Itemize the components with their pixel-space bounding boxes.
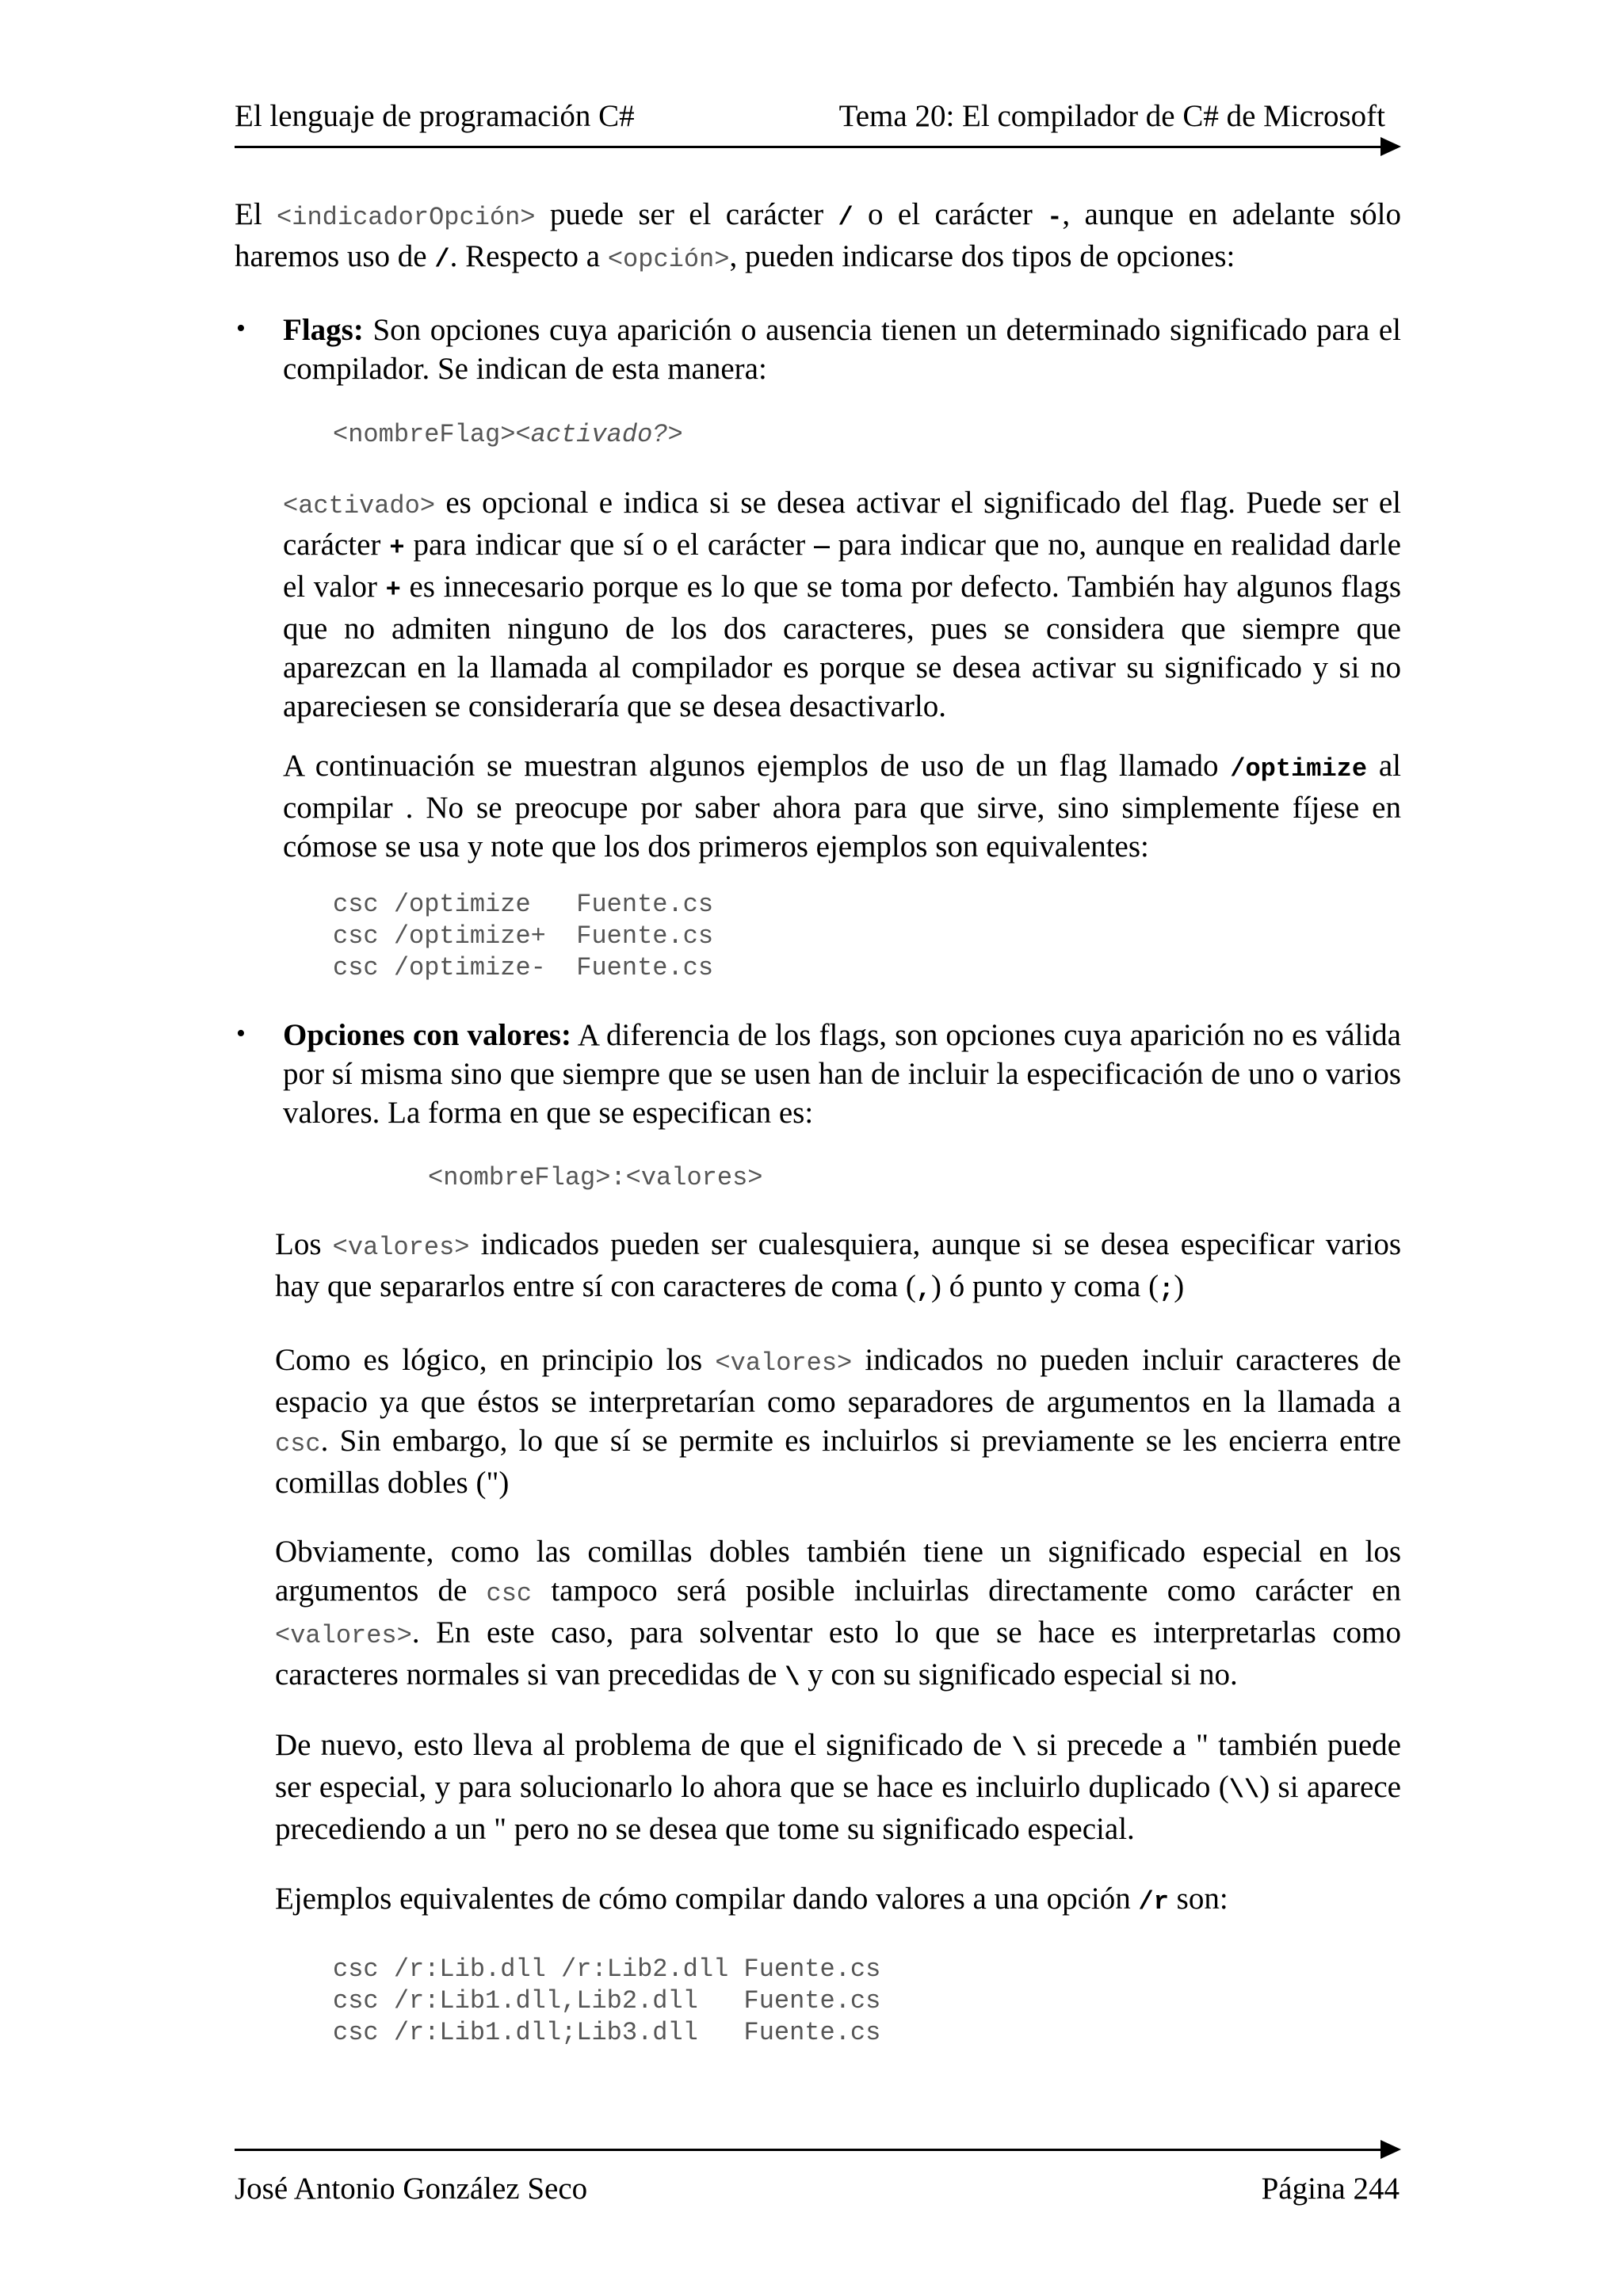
bullet-icon: • [236,1019,246,1048]
values-separators-paragraph: Los <valores> indicados pueden ser cualesquiera, aunque si se desea especificar varios hay que separarlos entre sí con caracteres de coma (,) ó punto y coma (;) [275,1227,1402,1304]
header-rule [235,146,1385,148]
flags-heading: Flags: [283,313,364,347]
values-heading: Opciones con valores: [283,1018,571,1052]
footer-author: José Antonio González Seco [235,2172,588,2206]
flags-examples-intro: A continuación se muestran algunos ejemplos de uso de un flag llamado /optimize al compilar . No se preocupe por saber ahora para que sirve, sino simplemente fíjese en cómose se usa y note que los dos primeros ejemplos son equivalentes: [283,749,1401,864]
values-definition: Opciones con valores: A diferencia de los flags, son opciones cuya aparición no es válida por sí misma sino que siempre que se usen han de incluir la especificación de uno o varios valores. La forma en que se especifican es: [283,1018,1401,1130]
header-arrow-icon [1381,137,1401,156]
header-book-title: El lenguaje de programación C# [235,99,635,133]
intro-paragraph: El <indicadorOpción> puede ser el carácter / o el carácter -, aunque en adelante sólo haremos uso de /. Respecto a <opción>, pueden indicarse dos tipos de opciones: [235,197,1402,274]
footer-page-number: Página 244 [1261,2172,1400,2206]
values-examples-intro: Ejemplos equivalentes de cómo compilar dando valores a una opción /r son: [275,1882,1228,1917]
header-chapter-title: Tema 20: El compilador de C# de Microsoft [838,99,1385,133]
flags-activado-paragraph: <activado> es opcional e indica si se desea activar el significado del flag. Puede ser el carácter + para indicar que sí o el carácter – para indicar que no, aunque en realidad darle el valor + es innecesario porque es lo que se toma por defecto. También hay algunos flags que no admiten ninguno de los dos caracteres, pues se considera que siempre que aparezcan en la llamada al compilador es porque se desea activar su significado y si no apareciesen se consideraría que se desea desactivarlo. [283,486,1401,723]
values-spaces-paragraph: Como es lógico, en principio los <valores> indicados no pueden incluir caracteres de espacio ya que éstos se interpretarían como separadores de argumentos en la llamada a csc. Sin embargo, lo que sí se permite es incluirlos si previamente se les encierra entre comillas dobles (") [275,1343,1401,1500]
values-quotes-paragraph: Obviamente, como las comillas dobles también tiene un significado especial en los argumentos de csc tampoco será posible incluirlas directamente como carácter en <valores>. En este caso, para solventar esto lo que se hace es interpretarlas como caracteres normales si van precedidas de \ y con su significado especial si no. [275,1535,1401,1692]
flags-definition: Flags: Son opciones cuya aparición o ausencia tienen un determinado significado para el compilador. Se indican de esta manera: [283,313,1401,386]
footer-rule [235,2149,1385,2151]
flags-code-examples: csc /optimize Fuente.cs csc /optimize+ Fuente.cs csc /optimize- Fuente.cs [333,890,714,982]
values-syntax: <nombreFlag>:<valores> [428,1163,763,1192]
values-backslash-paragraph: De nuevo, esto lleva al problema de que el significado de \ si precede a " también puede ser especial, y para solucionarlo lo ahora que se hace es incluirlo duplicado (\\) si aparece precediendo a un " pero no se desea que tome su significado especial. [275,1728,1401,1846]
flags-syntax: <nombreFlag><activado?> [333,420,683,449]
values-code-examples: csc /r:Lib.dll /r:Lib2.dll Fuente.cs csc /r:Lib1.dll,Lib2.dll Fuente.cs csc /r:Lib1.dll;Lib3.dll Fuente.cs [333,1955,881,2047]
footer-arrow-icon [1381,2140,1401,2159]
bullet-icon: • [236,314,246,343]
